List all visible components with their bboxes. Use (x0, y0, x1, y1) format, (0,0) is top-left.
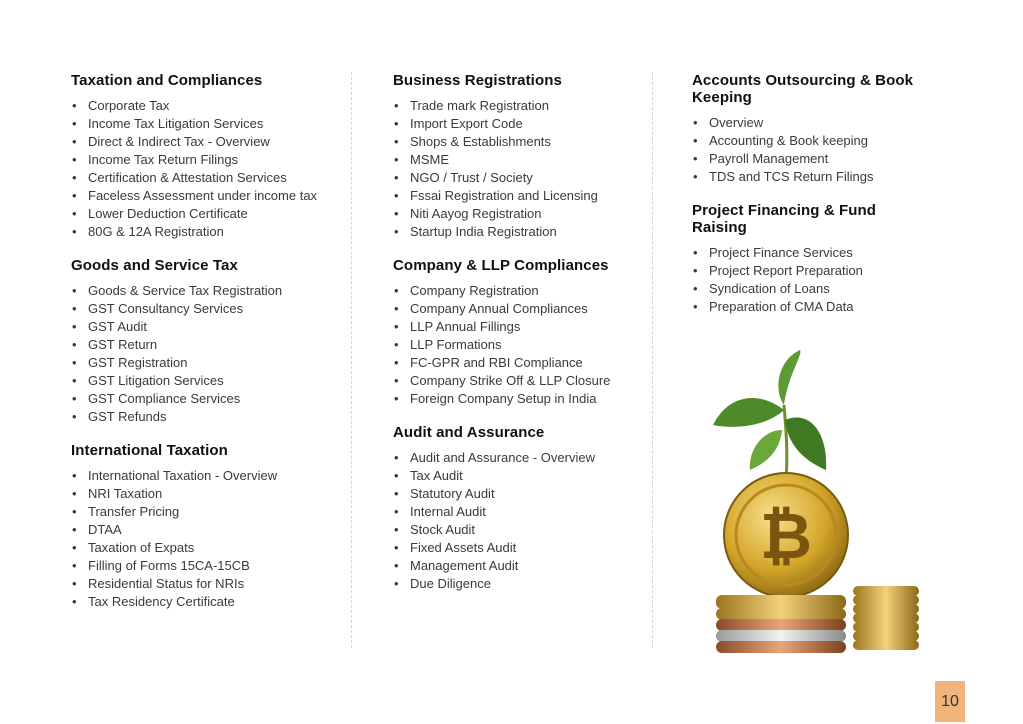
section-business-registrations (393, 72, 643, 241)
section-title: Project Financing & Fund Raising (692, 202, 877, 236)
list-item: • Direct & Indirect Tax - Overview (71, 133, 341, 151)
list-item: • Taxation of Expats (71, 539, 341, 557)
list-item: • Fssai Registration and Licensing (393, 187, 643, 205)
list-item: • Shops & Establishments (393, 133, 643, 151)
service-list (71, 467, 341, 611)
list-item: • Foreign Company Setup in India (393, 390, 643, 408)
list-item: • Stock Audit (393, 521, 643, 539)
service-list (393, 449, 643, 593)
list-item: • Import Export Code (393, 115, 643, 133)
list-item: • GST Consultancy Services (71, 300, 341, 318)
section-title: International Taxation (71, 442, 228, 459)
services-column-3 (692, 72, 922, 332)
list-item: • Residential Status for NRIs (71, 575, 341, 593)
list-item: • Trade mark Registration (393, 97, 643, 115)
list-item: • Faceless Assessment under income tax (71, 187, 341, 205)
section-title: Goods and Service Tax (71, 257, 238, 274)
list-item: • Tax Audit (393, 467, 643, 485)
service-list (692, 244, 922, 316)
list-item: • Due Diligence (393, 575, 643, 593)
list-item: • Company Registration (393, 282, 643, 300)
list-item: • GST Registration (71, 354, 341, 372)
list-item: • Filling of Forms 15CA-15CB (71, 557, 341, 575)
list-item: • GST Compliance Services (71, 390, 341, 408)
list-item: • Company Annual Compliances (393, 300, 643, 318)
list-item: • GST Refunds (71, 408, 341, 426)
section-project-financing (692, 202, 922, 316)
list-item: • Income Tax Litigation Services (71, 115, 341, 133)
section-international-taxation (71, 442, 341, 611)
list-item: • Company Strike Off & LLP Closure (393, 372, 643, 390)
list-item: • Overview (692, 114, 922, 132)
section-company-llp-compliances (393, 257, 643, 408)
list-item: • Audit and Assurance - Overview (393, 449, 643, 467)
section-title: Audit and Assurance (393, 424, 545, 441)
list-item: • Income Tax Return Filings (71, 151, 341, 169)
column-divider (351, 72, 352, 648)
section-accounts-outsourcing (692, 72, 922, 186)
list-item: • Internal Audit (393, 503, 643, 521)
service-list (71, 97, 341, 241)
list-item: • Lower Deduction Certificate (71, 205, 341, 223)
list-item: • GST Audit (71, 318, 341, 336)
list-item: • FC-GPR and RBI Compliance (393, 354, 643, 372)
list-item: • NRI Taxation (71, 485, 341, 503)
list-item: • Certification & Attestation Services (71, 169, 341, 187)
list-item: • Statutory Audit (393, 485, 643, 503)
list-item: • MSME (393, 151, 643, 169)
list-item: • Syndication of Loans (692, 280, 922, 298)
list-item: • NGO / Trust / Society (393, 169, 643, 187)
list-item: • Project Finance Services (692, 244, 922, 262)
list-item: • TDS and TCS Return Filings (692, 168, 922, 186)
list-item: • LLP Formations (393, 336, 643, 354)
list-item: • Corporate Tax (71, 97, 341, 115)
list-item: • Transfer Pricing (71, 503, 341, 521)
section-taxation-and-compliances (71, 72, 341, 241)
list-item: • Goods & Service Tax Registration (71, 282, 341, 300)
column-divider (652, 72, 653, 648)
list-item: • DTAA (71, 521, 341, 539)
service-list (692, 114, 922, 186)
list-item: • Management Audit (393, 557, 643, 575)
list-item: • LLP Annual Fillings (393, 318, 643, 336)
list-item: • 80G & 12A Registration (71, 223, 341, 241)
section-title: Business Registrations (393, 72, 562, 89)
list-item: • Payroll Management (692, 150, 922, 168)
services-column-1 (71, 72, 341, 627)
list-item: • Startup India Registration (393, 223, 643, 241)
section-title: Company & LLP Compliances (393, 257, 609, 274)
section-goods-and-service-tax (71, 257, 341, 426)
service-list (71, 282, 341, 426)
list-item: • Fixed Assets Audit (393, 539, 643, 557)
list-item: • International Taxation - Overview (71, 467, 341, 485)
service-list (393, 282, 643, 408)
page-number: 10 (935, 681, 965, 722)
service-list (393, 97, 643, 241)
section-title: Accounts Outsourcing & Book Keeping (692, 72, 914, 106)
list-item: • GST Return (71, 336, 341, 354)
list-item: • Tax Residency Certificate (71, 593, 341, 611)
list-item: • GST Litigation Services (71, 372, 341, 390)
list-item: • Project Report Preparation (692, 262, 922, 280)
section-title: Taxation and Compliances (71, 72, 263, 89)
section-audit-and-assurance (393, 424, 643, 593)
list-item: • Preparation of CMA Data (692, 298, 922, 316)
svg-text:₿: ₿ (759, 500, 813, 574)
list-item: • Niti Aayog Registration (393, 205, 643, 223)
bitcoin-plant-coins-icon (708, 350, 923, 658)
services-column-2 (393, 72, 643, 609)
list-item: • Accounting & Book keeping (692, 132, 922, 150)
